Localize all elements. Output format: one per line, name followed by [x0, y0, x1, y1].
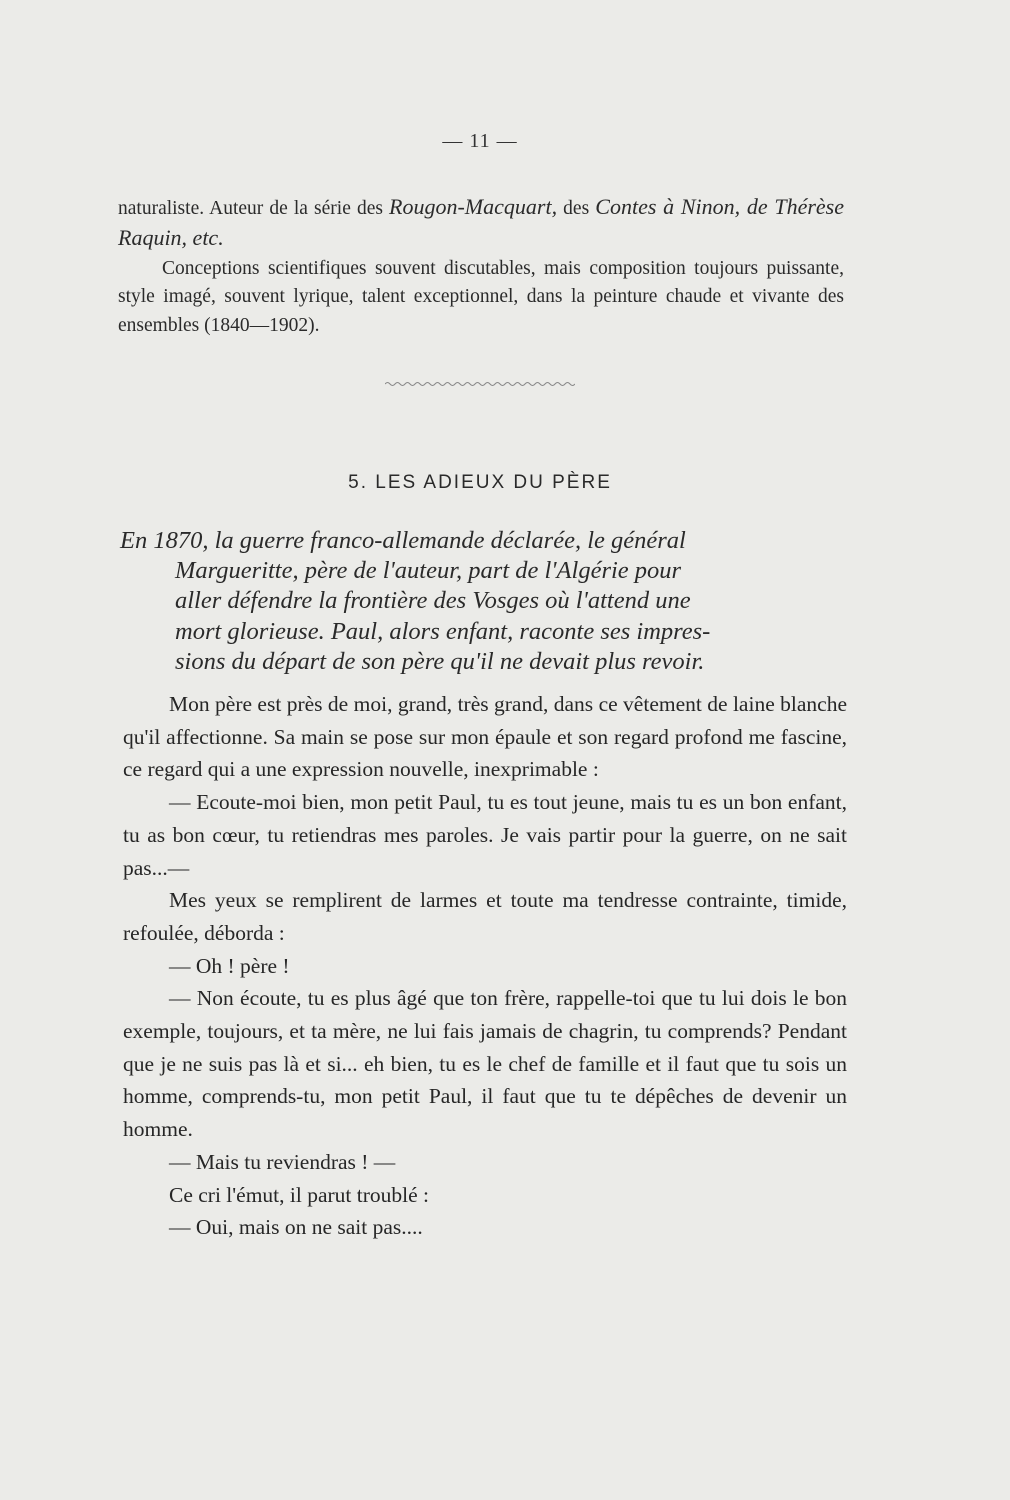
intro-line: sions du départ de son père qu'il ne devait plus revoir. [175, 647, 705, 675]
body-paragraph: — Ecoute-moi bien, mon petit Paul, tu es tout jeune, mais tu es un bon enfant, tu as bon cœur, tu retiendras mes paroles. Je vais partir pour la guerre, on ne sait pas...— [123, 790, 847, 880]
section-title: 5. LES ADIEUX DU PÈRE [348, 472, 612, 493]
intro-line: En 1870, la guerre franco-allemande déclarée, le général [120, 527, 686, 554]
intro-paragraph [120, 526, 846, 677]
note-title-2: Contes à Ninon, de Thérèse Raquin, etc. [118, 194, 844, 250]
body-paragraph: Ce cri l'émut, il parut troublé : [169, 1182, 430, 1207]
note-paragraph-1 [118, 193, 844, 255]
page-number: — 11 — [442, 130, 518, 152]
note-text-2: des [557, 198, 596, 219]
note-paragraph-2: Conceptions scientifiques souvent discutables, mais composition toujours puissante, style imagé, souvent lyrique, talent exceptionnel, dans la peinture chaude et vivante des ensembles (1840—1902). [118, 257, 844, 337]
body-paragraph: — Oh ! père ! [169, 953, 290, 978]
note-title-1: Rougon-Macquart, [389, 194, 558, 219]
body-paragraph: Mon père est près de moi, grand, très grand, dans ce vêtement de laine blanche qu'il affectionne. Sa main se pose sur mon épaule et son regard profond me fascine, ce regard qui a une expression nouvelle, inexprimable : [123, 692, 847, 782]
body-paragraph: — Oui, mais on ne sait pas.... [169, 1215, 423, 1240]
ornament-divider [385, 380, 575, 388]
intro-line: Margueritte, père de l'auteur, part de l'Algérie pour [175, 557, 682, 585]
main-text [123, 688, 847, 1244]
body-paragraph: — Mais tu reviendras ! — [169, 1149, 396, 1174]
note-text-1: naturaliste. Auteur de la série des [118, 198, 390, 219]
biographical-note [118, 193, 844, 341]
intro-line: aller défendre la frontière des Vosges où l'attend une [175, 587, 691, 615]
body-paragraph: — Non écoute, tu es plus âgé que ton frère, rappelle-toi que tu lui dois le bon exemple, toujours, et ta mère, ne lui fais jamais de chagrin, tu comprends? Pendant que je ne suis pas là et si... eh bien, tu es le chef de famille et il faut que tu sois un homme, comprends-tu, mon petit Paul, il faut que tu te dépêches de devenir un homme. [123, 986, 847, 1142]
body-paragraph: Mes yeux se remplirent de larmes et toute ma tendresse contrainte, timide, refoulée, déborda : [123, 888, 847, 945]
intro-line: mort glorieuse. Paul, alors enfant, raconte ses impres- [175, 617, 711, 645]
